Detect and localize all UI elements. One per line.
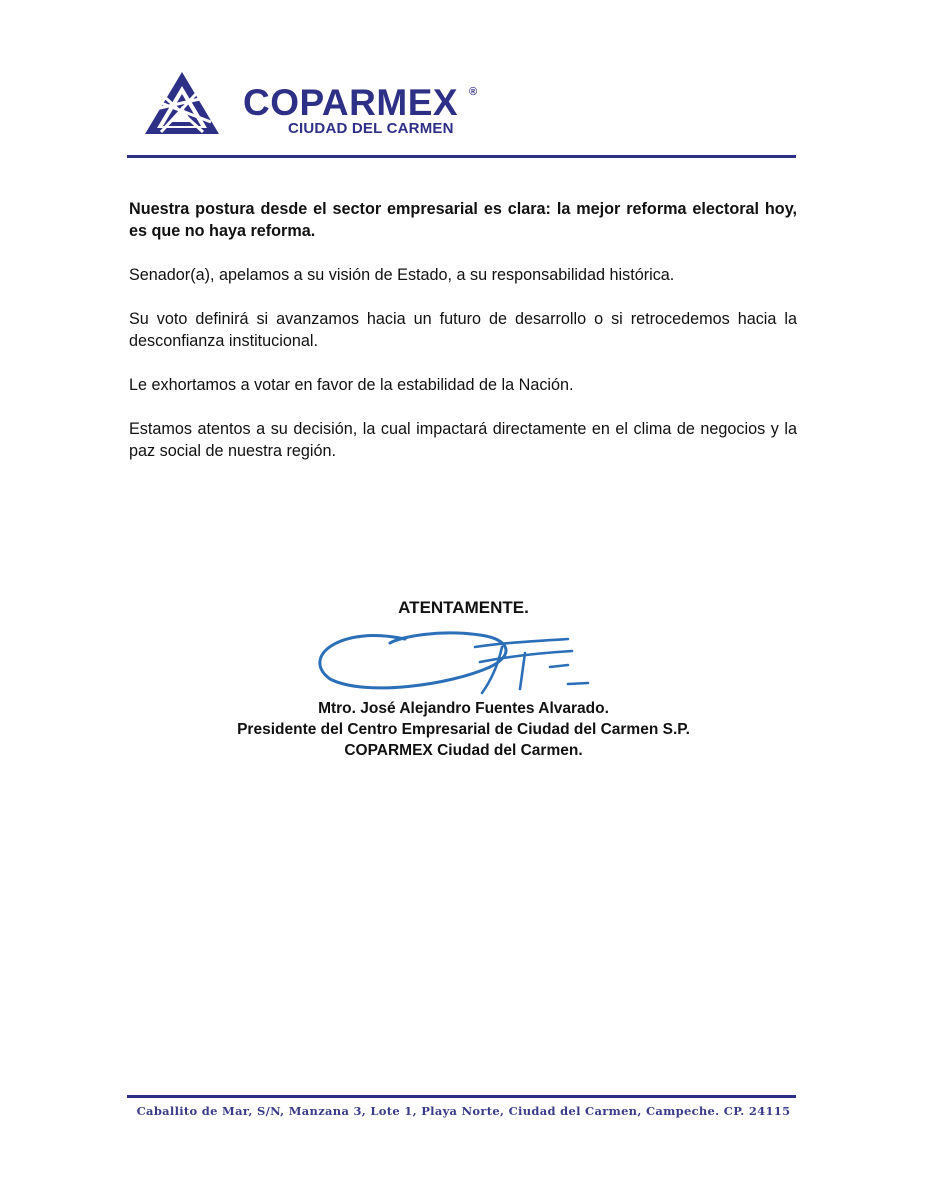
closing-block (0, 598, 927, 618)
coparmex-triangle-logo-icon (143, 70, 221, 136)
footer-address: Caballito de Mar, S/N, Manzana 3, Lote 1, Playa Norte, Ciudad del Carmen, Campeche. CP. 24115 (136, 1104, 791, 1118)
brand-name: COPARMEX (243, 82, 459, 123)
header-divider (127, 155, 796, 158)
brand-subtitle: CIUDAD DEL CARMEN (288, 120, 454, 137)
signer-block (0, 698, 927, 761)
appeal-paragraph: Senador(a), apelamos a su visión de Estado, a su responsabilidad histórica. (129, 266, 675, 284)
position-statement: Nuestra postura desde el sector empresarial es clara: la mejor reforma electoral hoy, es que no haya reforma. (129, 200, 797, 240)
signer-organization: COPARMEX Ciudad del Carmen. (344, 742, 583, 759)
signer-title: Presidente del Centro Empresarial de Ciudad del Carmen S.P. (237, 721, 690, 738)
letter-body (129, 198, 797, 484)
exhort-paragraph: Le exhortamos a votar en favor de la estabilidad de la Nación. (129, 376, 574, 394)
salutation: ATENTAMENTE. (398, 598, 529, 617)
vote-paragraph: Su voto definirá si avanzamos hacia un futuro de desarrollo o si retrocedemos hacia la desconfianza institucional. (129, 310, 797, 350)
closing-paragraph: Estamos atentos a su decisión, la cual impactará directamente en el clima de negocios y la paz social de nuestra región. (129, 420, 797, 460)
handwritten-signature (190, 617, 730, 697)
coparmex-logo (143, 70, 483, 142)
registered-mark: ® (469, 86, 478, 98)
footer-divider (127, 1095, 796, 1098)
signer-name: Mtro. José Alejandro Fuentes Alvarado. (318, 700, 609, 717)
